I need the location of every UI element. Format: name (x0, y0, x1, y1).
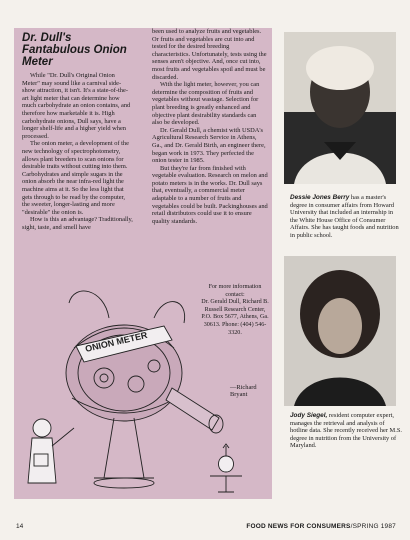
publication-footer (246, 523, 396, 530)
page-number: 14 (16, 523, 24, 530)
paragraph: But they're far from finished with vegetable evaluation. Research on melon and potato meters is in the works. Dr. Dull says that, eventually, a commercial meter adaptable to a number of fruits and vegetables could be built. Packinghouses and retail distributors could use it to ensure quality standards. (152, 164, 268, 225)
onion-meter-illustration (14, 278, 272, 499)
paragraph: The onion meter, a development of the new technology of spectrophotometry, allows plant breeders to scan onions for desirable traits without cutting into them. Carbohydrates and simple sugars in the onion absorb the near infra-red light the machine aims at it. So the less light that gets through to be read by the computer, the sweeter, longer-lasting and more "desirable" the onion is. (22, 140, 129, 216)
contact-address: Dr. Gerald Dull, Richard B. Russell Research Center, P.O. Box 5677, Athens, Ga. 30613. Phone: (404) 546-3320. (201, 299, 269, 336)
portrait-photo (284, 256, 396, 406)
bio-name: Dessie Jones Berry (290, 194, 350, 201)
bio-name: Jody Siegel, (290, 412, 328, 419)
bio-text: resident computer expert, manages the retrieval and analysis of hotline data. She recently received her M.S. degree in nutrition from the University of Maryland. (290, 412, 402, 450)
article-title: Dr. Dull's Fantabulous Onion Meter (22, 32, 127, 68)
paragraph: With the light meter, however, you can determine the composition of fruits and vegetables without wastage. Selection for plant breeding is greatly enhanced and objective plant desirability standards can also be developed. (152, 81, 260, 127)
paragraph: How is this an advantage? Traditionally, sight, taste, and smell have (22, 216, 133, 231)
paragraph: been used to analyze fruits and vegetables. Or fruits and vegetables are cut into and tested for the desired breeding characteristics. Unfortunately, tests using the senses aren't objective. And, once cut into, most fruits and vegetables spoil and must be discarded. (152, 28, 267, 81)
contact-heading: For more information contact: (208, 284, 262, 298)
bio-text: has a master's degree in consumer affairs from Howard University that included an internship in the White House Office of Consumer Affairs. She has taught foods and nutrition in public school. (290, 194, 399, 239)
article-panel (14, 28, 272, 499)
portrait-photo (284, 32, 396, 184)
issue-date: /SPRING 1987 (350, 523, 396, 530)
bio-dessie-jones-berry (290, 194, 402, 240)
article-column-2 (152, 28, 268, 256)
publication-name: FOOD NEWS FOR CONSUMERS (246, 523, 351, 530)
article-column-1 (22, 72, 134, 288)
author-signature: —Richard Bryant (230, 384, 257, 398)
paragraph: Dr. Gerald Dull, a chemist with USDA's Agricultural Research Service in Athens, Ga., and Dr. Gerald Birth, an engineer there, began work in 1973. They perfected the onion tester in 1985. (152, 126, 266, 165)
bio-jody-siegel (290, 412, 402, 450)
paragraph: While "Dr. Dull's Original Onion Meter" may sound like a carnival side-show attraction, it isn't. It's a state-of-the-art light meter that can determine how much carbohydrate an onion contains, and therefore how marketable it is. High carbohydrate onions, Dull says, have a longer shelf-life and a higher yield when processed. (22, 72, 131, 140)
machine-label: ONION METER (84, 329, 149, 354)
